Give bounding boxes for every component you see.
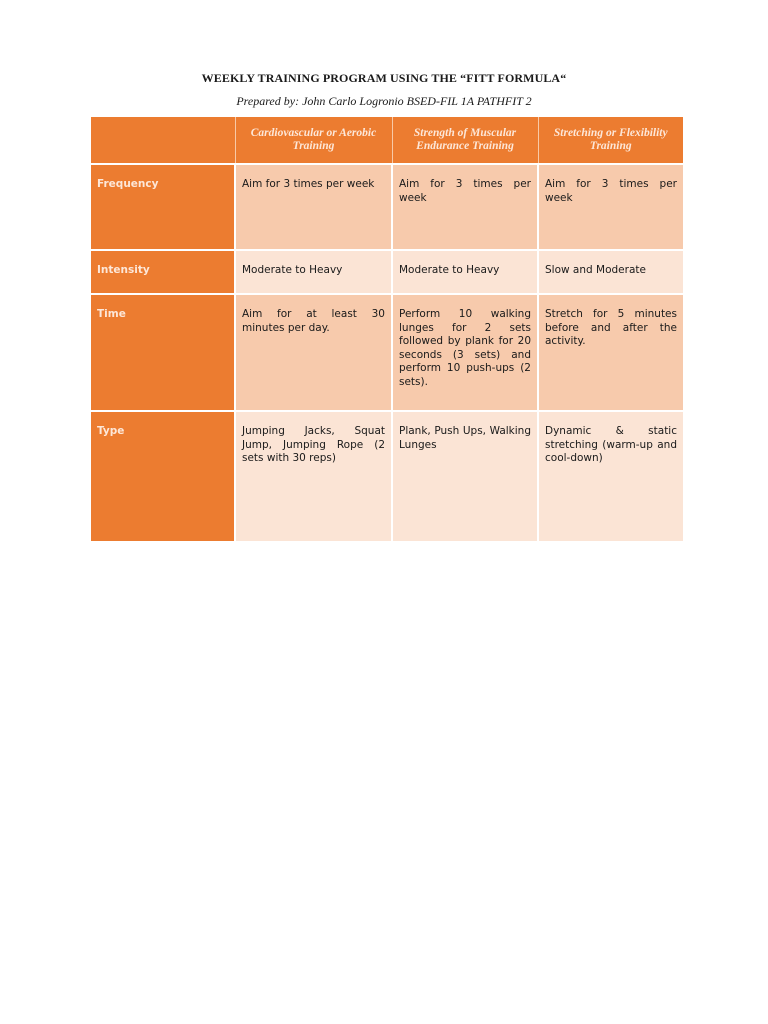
header-strength: Strength of Muscular Endurance Training [392, 117, 538, 164]
table-cell: Perform 10 walking lunges for 2 sets followed by plank for 20 seconds (3 sets) and perform 10 push-ups (2 sets). [392, 294, 538, 411]
row-label-time: Time [91, 294, 235, 411]
table-cell: Aim for 3 times per week [392, 164, 538, 250]
header-cardiovascular: Cardiovascular or Aerobic Training [235, 117, 392, 164]
table-row-time [91, 294, 683, 411]
table-cell: Dynamic & static stretching (warm-up and cool-down) [538, 411, 683, 541]
table-cell: Stretch for 5 minutes before and after the activity. [538, 294, 683, 411]
document-title: WEEKLY TRAINING PROGRAM USING THE “FITT FORMULA“ [201, 71, 567, 85]
table-cell: Aim for at least 30 minutes per day. [235, 294, 392, 411]
table-cell: Moderate to Heavy [235, 250, 392, 294]
row-label-frequency: Frequency [91, 164, 235, 250]
table-cell: Moderate to Heavy [392, 250, 538, 294]
table-header-row [91, 117, 683, 164]
row-label-intensity: Intensity [91, 250, 235, 294]
table-cell: Jumping Jacks, Squat Jump, Jumping Rope (2 sets with 30 reps) [235, 411, 392, 541]
table-row-type [91, 411, 683, 541]
table-row-frequency [91, 164, 683, 250]
table-cell: Slow and Moderate [538, 250, 683, 294]
row-label-type: Type [91, 411, 235, 541]
table-cell: Plank, Push Ups, Walking Lunges [392, 411, 538, 541]
table-cell: Aim for 3 times per week [235, 164, 392, 250]
fitt-table [91, 117, 683, 541]
document-subtitle: Prepared by: John Carlo Logronio BSED-FIL 1A PATHFIT 2 [236, 94, 532, 108]
header-corner [91, 117, 235, 164]
header-stretching: Stretching or Flexibility Training [538, 117, 683, 164]
table-cell: Aim for 3 times per week [538, 164, 683, 250]
table-row-intensity [91, 250, 683, 294]
